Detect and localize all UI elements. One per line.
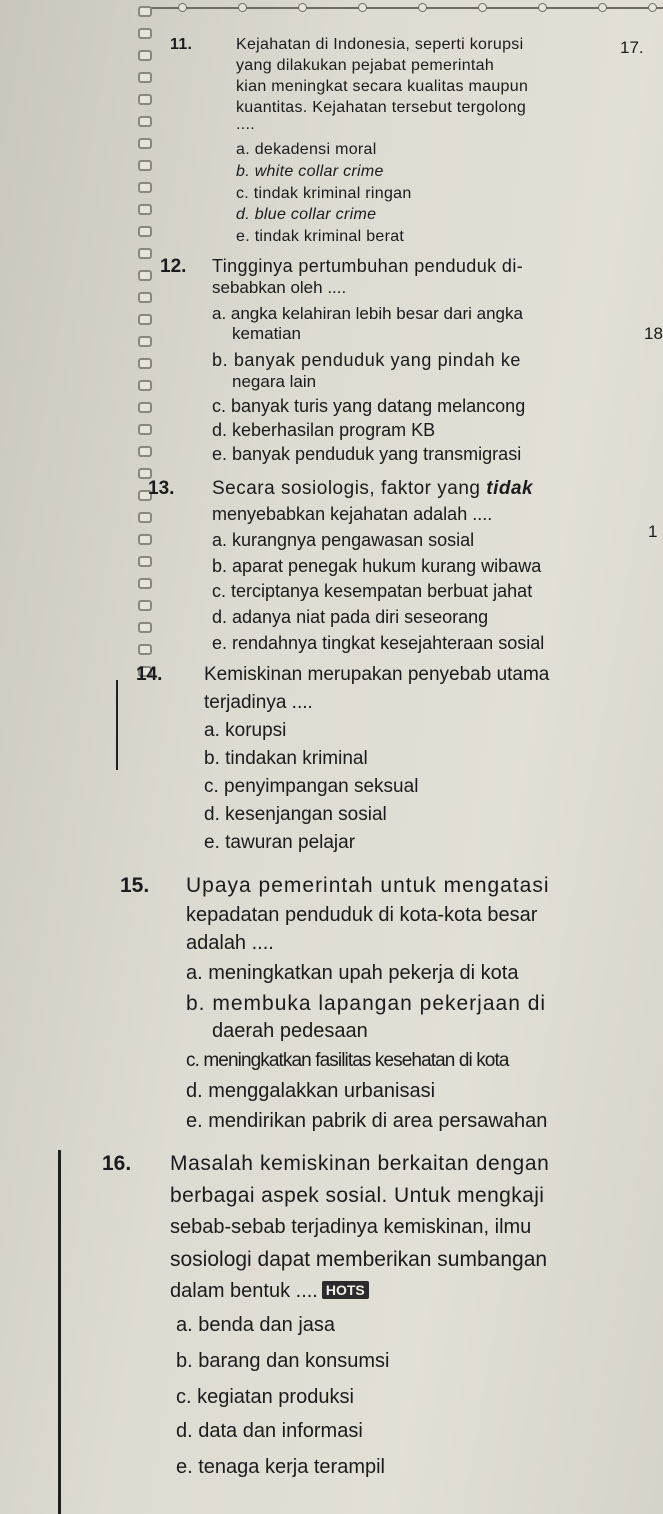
option-d[interactable]: d. data dan informasi bbox=[176, 1420, 363, 1442]
question-stem: Tingginya pertumbuhan penduduk di- bbox=[212, 256, 524, 276]
spiral-ring bbox=[138, 622, 152, 633]
option-e[interactable]: e. tenaga kerja terampil bbox=[176, 1456, 386, 1478]
spiral-ring bbox=[138, 358, 152, 369]
spiral-ring bbox=[138, 578, 152, 589]
option-c[interactable]: c. tindak kriminal ringan bbox=[236, 185, 412, 202]
option-d[interactable]: d. menggalakkan urbanisasi bbox=[186, 1080, 436, 1102]
option-b[interactable]: b. banyak penduduk yang pindah ke bbox=[212, 350, 522, 370]
question-number: 15. bbox=[120, 874, 150, 897]
option-e[interactable]: e. tawuran pelajar bbox=[204, 832, 356, 853]
spiral-ring bbox=[138, 116, 152, 127]
spiral-binding-left bbox=[136, 0, 152, 680]
spiral-ring bbox=[138, 600, 152, 611]
option-c[interactable]: c. penyimpangan seksual bbox=[204, 776, 419, 797]
question-stem: berbagai aspek sosial. Untuk mengkaji bbox=[170, 1184, 545, 1207]
option-d[interactable]: d. adanya niat pada diri seseorang bbox=[212, 607, 489, 627]
spiral-ring bbox=[138, 138, 152, 149]
spiral-ring bbox=[138, 28, 152, 39]
option-c[interactable]: c. banyak turis yang datang melancong bbox=[212, 396, 526, 416]
spiral-ring bbox=[138, 424, 152, 435]
spiral-ring bbox=[138, 314, 152, 325]
question-stem: menyebabkan kejahatan adalah .... bbox=[212, 504, 493, 524]
question-stem: sosiologi dapat memberikan sumbangan bbox=[170, 1248, 548, 1271]
spiral-ring bbox=[138, 160, 152, 171]
question-stem: dalam bentuk .... HOTS bbox=[170, 1280, 369, 1303]
question-stem: sebabkan oleh .... bbox=[212, 278, 347, 297]
question-stem: .... bbox=[236, 116, 255, 133]
spiral-ring bbox=[138, 292, 152, 303]
spiral-ring bbox=[138, 226, 152, 237]
spiral-ring bbox=[138, 270, 152, 281]
side-number: 17. bbox=[620, 38, 644, 57]
spiral-ring bbox=[138, 556, 152, 567]
option-c[interactable]: c. kegiatan produksi bbox=[176, 1386, 354, 1408]
option-a[interactable]: a. benda dan jasa bbox=[176, 1314, 336, 1336]
question-stem: sebab-sebab terjadinya kemiskinan, ilmu bbox=[170, 1216, 532, 1238]
page-edge-line bbox=[116, 680, 118, 770]
question-number: 13. bbox=[148, 478, 175, 499]
side-number: 18 bbox=[644, 324, 663, 343]
question-number: 14. bbox=[136, 664, 163, 685]
option-b[interactable]: b. aparat penegak hukum kurang wibawa bbox=[212, 556, 542, 576]
spiral-ring bbox=[138, 534, 152, 545]
question-number: 11. bbox=[170, 36, 193, 53]
option-a[interactable]: a. dekadensi moral bbox=[236, 141, 377, 158]
question-stem: Masalah kemiskinan berkaitan dengan bbox=[170, 1152, 550, 1175]
spiral-ring bbox=[138, 248, 152, 259]
question-stem: kepadatan penduduk di kota-kota besar bbox=[186, 904, 538, 926]
question-stem: kuantitas. Kejahatan tersebut tergolong bbox=[236, 99, 527, 116]
option-b[interactable]: b. barang dan konsumsi bbox=[176, 1350, 390, 1372]
spiral-ring bbox=[138, 50, 152, 61]
option-e[interactable]: e. tindak kriminal berat bbox=[236, 228, 405, 245]
option-a[interactable]: a. korupsi bbox=[204, 720, 287, 741]
option-a[interactable]: a. angka kelahiran lebih besar dari angka bbox=[212, 304, 523, 323]
spiral-ring bbox=[138, 644, 152, 655]
question-stem: Upaya pemerintah untuk mengatasi bbox=[186, 874, 550, 897]
page-edge-line bbox=[58, 1150, 61, 1514]
option-a[interactable]: a. kurangnya pengawasan sosial bbox=[212, 530, 475, 550]
question-stem: Kemiskinan merupakan penyebab utama bbox=[204, 664, 550, 685]
hots-badge: HOTS bbox=[322, 1281, 369, 1299]
question-stem: terjadinya .... bbox=[204, 692, 313, 713]
question-stem: adalah .... bbox=[186, 932, 274, 954]
question-stem: kian meningkat secara kualitas maupun bbox=[236, 78, 529, 95]
spiral-ring bbox=[138, 182, 152, 193]
spiral-binding-top bbox=[150, 0, 663, 12]
spiral-ring bbox=[138, 446, 152, 457]
option-d[interactable]: d. keberhasilan program KB bbox=[212, 420, 436, 440]
spiral-ring bbox=[138, 336, 152, 347]
question-number: 16. bbox=[102, 1152, 132, 1175]
option-c[interactable]: c. meningkatkan fasilitas kesehatan di kota bbox=[186, 1050, 509, 1071]
option-b[interactable]: b. tindakan kriminal bbox=[204, 748, 368, 769]
spiral-ring bbox=[138, 72, 152, 83]
option-b[interactable]: b. white collar crime bbox=[236, 163, 384, 180]
option-e[interactable]: e. rendahnya tingkat kesejahteraan sosial bbox=[212, 633, 545, 653]
option-e[interactable]: e. mendirikan pabrik di area persawahan bbox=[186, 1110, 548, 1132]
option-b[interactable]: b. membuka lapangan pekerjaan di bbox=[186, 992, 547, 1015]
question-stem: yang dilakukan pejabat pemerintah bbox=[236, 57, 495, 74]
spiral-ring bbox=[138, 204, 152, 215]
option-d[interactable]: d. blue collar crime bbox=[236, 206, 377, 223]
option-b-continued: daerah pedesaan bbox=[212, 1020, 368, 1042]
option-a-continued: kematian bbox=[232, 324, 301, 343]
option-b-continued: negara lain bbox=[232, 372, 317, 391]
spiral-ring bbox=[138, 512, 152, 523]
question-stem: Secara sosiologis, faktor yang tidak bbox=[212, 478, 534, 499]
option-e[interactable]: e. banyak penduduk yang transmigrasi bbox=[212, 444, 522, 464]
option-a[interactable]: a. meningkatkan upah pekerja di kota bbox=[186, 962, 519, 984]
question-stem: Kejahatan di Indonesia, seperti korupsi bbox=[236, 36, 524, 53]
spiral-ring bbox=[138, 402, 152, 413]
spiral-ring bbox=[138, 6, 152, 17]
spiral-ring bbox=[138, 380, 152, 391]
spiral-ring bbox=[138, 94, 152, 105]
question-number: 12. bbox=[160, 256, 187, 277]
side-number: 1 bbox=[648, 522, 658, 541]
option-d[interactable]: d. kesenjangan sosial bbox=[204, 804, 387, 825]
option-c[interactable]: c. terciptanya kesempatan berbuat jahat bbox=[212, 581, 533, 601]
